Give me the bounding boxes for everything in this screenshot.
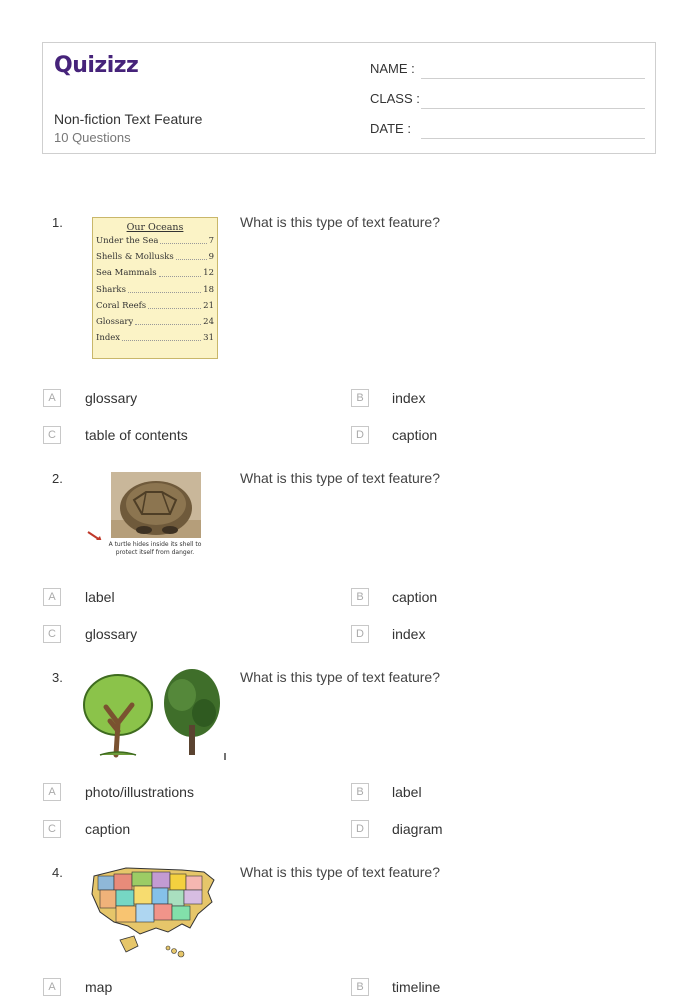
class-label: CLASS : xyxy=(370,91,420,106)
toc-row: Coral Reefs 21 xyxy=(93,298,217,314)
quizizz-logo: Quizizz xyxy=(54,53,139,78)
question-4-text: What is this type of text feature? xyxy=(240,864,440,880)
us-map-image xyxy=(86,862,226,960)
option-d-text[interactable]: index xyxy=(392,626,426,642)
option-b-text[interactable]: caption xyxy=(392,589,438,605)
worksheet-title: Non-fiction Text Feature xyxy=(54,111,203,127)
option-a-box[interactable]: A xyxy=(43,783,61,801)
option-c-box[interactable]: C xyxy=(43,426,61,444)
option-c-box[interactable]: C xyxy=(43,820,61,838)
name-label: NAME : xyxy=(370,61,415,76)
question-3-text: What is this type of text feature? xyxy=(240,669,440,685)
option-a-text[interactable]: label xyxy=(85,589,115,605)
option-d-box[interactable]: D xyxy=(351,820,369,838)
option-a-box[interactable]: A xyxy=(43,389,61,407)
option-d-box[interactable]: D xyxy=(351,426,369,444)
question-count: 10 Questions xyxy=(54,130,131,145)
option-b-box[interactable]: B xyxy=(351,588,369,606)
turtle-photo xyxy=(84,470,224,540)
name-line xyxy=(421,78,645,79)
question-1-text: What is this type of text feature? xyxy=(240,214,440,230)
option-c-text[interactable]: caption xyxy=(85,821,131,837)
option-b-text[interactable]: index xyxy=(392,390,426,406)
toc-title: Our Oceans xyxy=(126,222,184,233)
turtle-caption: A turtle hides inside its shell to protect itself from danger. xyxy=(108,541,202,556)
date-line xyxy=(421,138,645,139)
option-a-text[interactable]: map xyxy=(85,979,113,995)
option-b-box[interactable]: B xyxy=(351,978,369,996)
option-b-text[interactable]: timeline xyxy=(392,979,441,995)
option-d-text[interactable]: caption xyxy=(392,427,438,443)
date-label: DATE : xyxy=(370,121,411,136)
toc-row: Sharks 18 xyxy=(93,282,217,298)
class-line xyxy=(421,108,645,109)
option-a-box[interactable]: A xyxy=(43,588,61,606)
option-b-box[interactable]: B xyxy=(351,389,369,407)
toc-row: Index 31 xyxy=(93,330,217,346)
toc-row: Under the Sea 7 xyxy=(93,233,217,249)
worksheet-header xyxy=(42,42,656,154)
table-of-contents-image xyxy=(92,217,218,359)
toc-row: Sea Mammals 12 xyxy=(93,265,217,281)
trees-illustration xyxy=(82,665,228,761)
option-c-text[interactable]: glossary xyxy=(85,626,138,642)
option-b-text[interactable]: label xyxy=(392,784,422,800)
toc-row: Shells & Mollusks 9 xyxy=(93,249,217,265)
option-d-box[interactable]: D xyxy=(351,625,369,643)
question-2-number: 2. xyxy=(52,471,63,486)
option-a-text[interactable]: glossary xyxy=(85,390,138,406)
option-c-box[interactable]: C xyxy=(43,625,61,643)
question-4-number: 4. xyxy=(52,865,63,880)
question-1-number: 1. xyxy=(52,215,63,230)
option-c-text[interactable]: table of contents xyxy=(85,427,188,443)
question-2-text: What is this type of text feature? xyxy=(240,470,440,486)
option-a-box[interactable]: A xyxy=(43,978,61,996)
option-b-box[interactable]: B xyxy=(351,783,369,801)
toc-row: Glossary 24 xyxy=(93,314,217,330)
option-d-text[interactable]: diagram xyxy=(392,821,443,837)
option-a-text[interactable]: photo/illustrations xyxy=(85,784,194,800)
question-3-number: 3. xyxy=(52,670,63,685)
